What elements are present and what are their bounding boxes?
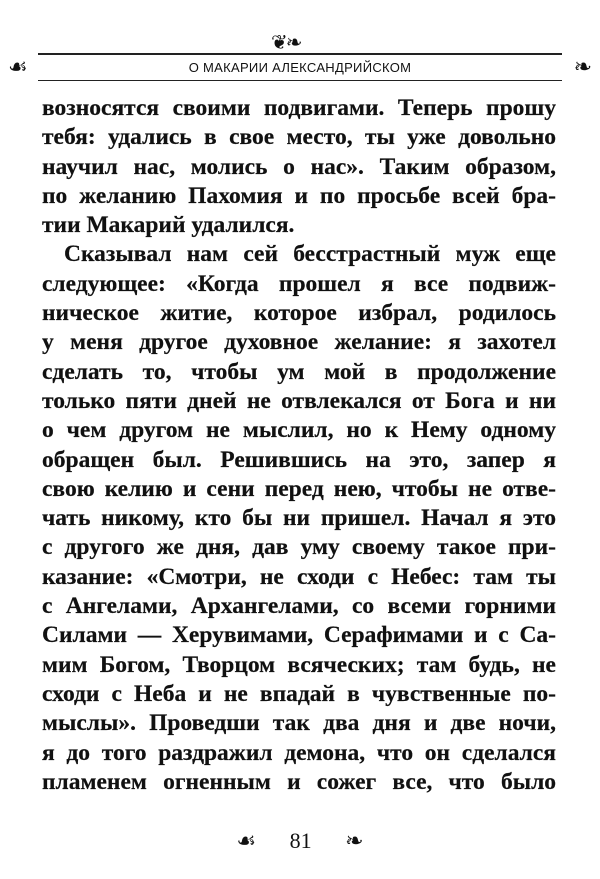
text-line: только пяти дней не отвлекался от Бога и ни: [42, 387, 556, 414]
text-line: ническое житие, которое избрал, родилось: [42, 300, 556, 327]
text-line: научил нас, молись о нас». Таким образом,: [42, 153, 556, 180]
text-line: чать никому, кто бы ни пришел. Начал я это: [42, 505, 556, 532]
text-line: тии Макарий удалился.: [42, 212, 295, 239]
fleuron-right-icon: ❧: [573, 54, 592, 79]
fleuron-left-icon: ☙: [236, 827, 257, 853]
text-line: следующее: «Когда прошел я все подвиж-: [42, 270, 556, 297]
text-line: тебя: удались в свое место, ты уже довольно: [42, 124, 556, 151]
text-line: возносятся своими подвигами. Теперь прошу: [42, 95, 556, 121]
text-line: мим Богом, Творцом всяческих; там будь, не: [42, 651, 556, 678]
text-line: сделать то, чтобы ум мой в продолжение: [42, 358, 556, 385]
text-line: свою келию и сени перед нею, чтобы не отве-: [42, 475, 556, 502]
text-line: с другого же дня, дав уму своему такое при-: [42, 534, 556, 561]
header-rule-top: [38, 53, 562, 55]
text-line: сходи с Неба и не впадай в чувственные по-: [42, 680, 556, 707]
page-header: [0, 30, 600, 90]
text-line: пламенем огненным и сожег все, что было: [42, 768, 556, 795]
text-line: Силами — Херувимами, Серафимами и с Са-: [42, 622, 556, 649]
text-line: у меня другое духовное желание: я захотел: [42, 329, 556, 356]
text-line: обращен был. Решившись на это, запер я: [42, 446, 556, 473]
text-line: мыслы». Проведши так два дня и две ночи,: [42, 710, 556, 737]
body-text: [42, 94, 556, 797]
text-line: с Ангелами, Архангелами, со всеми горними: [42, 593, 556, 620]
fleuron-right-icon: ❧: [345, 827, 364, 853]
scroll-ornament-icon: ❦❧: [271, 32, 301, 54]
text-line: казание: «Смотри, не сходи с Небес: там ты: [42, 563, 556, 590]
header-rule-bottom: [38, 80, 562, 81]
text-line: Сказывал нам сей бесстрастный муж еще: [64, 241, 556, 268]
page-footer: [0, 826, 600, 854]
page-number: 81: [289, 827, 312, 853]
text-line: о чем другом не мыслил, но к Нему одному: [42, 417, 556, 444]
running-title: О МАКАРИИ АЛЕКСАНДРИЙСКОМ: [188, 60, 412, 75]
text-line: по желанию Пахомия и по просьбе всей бра-: [42, 182, 556, 209]
fleuron-left-icon: ☙: [8, 54, 28, 79]
text-line: я до того раздражил демона, что он сделался: [42, 739, 556, 766]
